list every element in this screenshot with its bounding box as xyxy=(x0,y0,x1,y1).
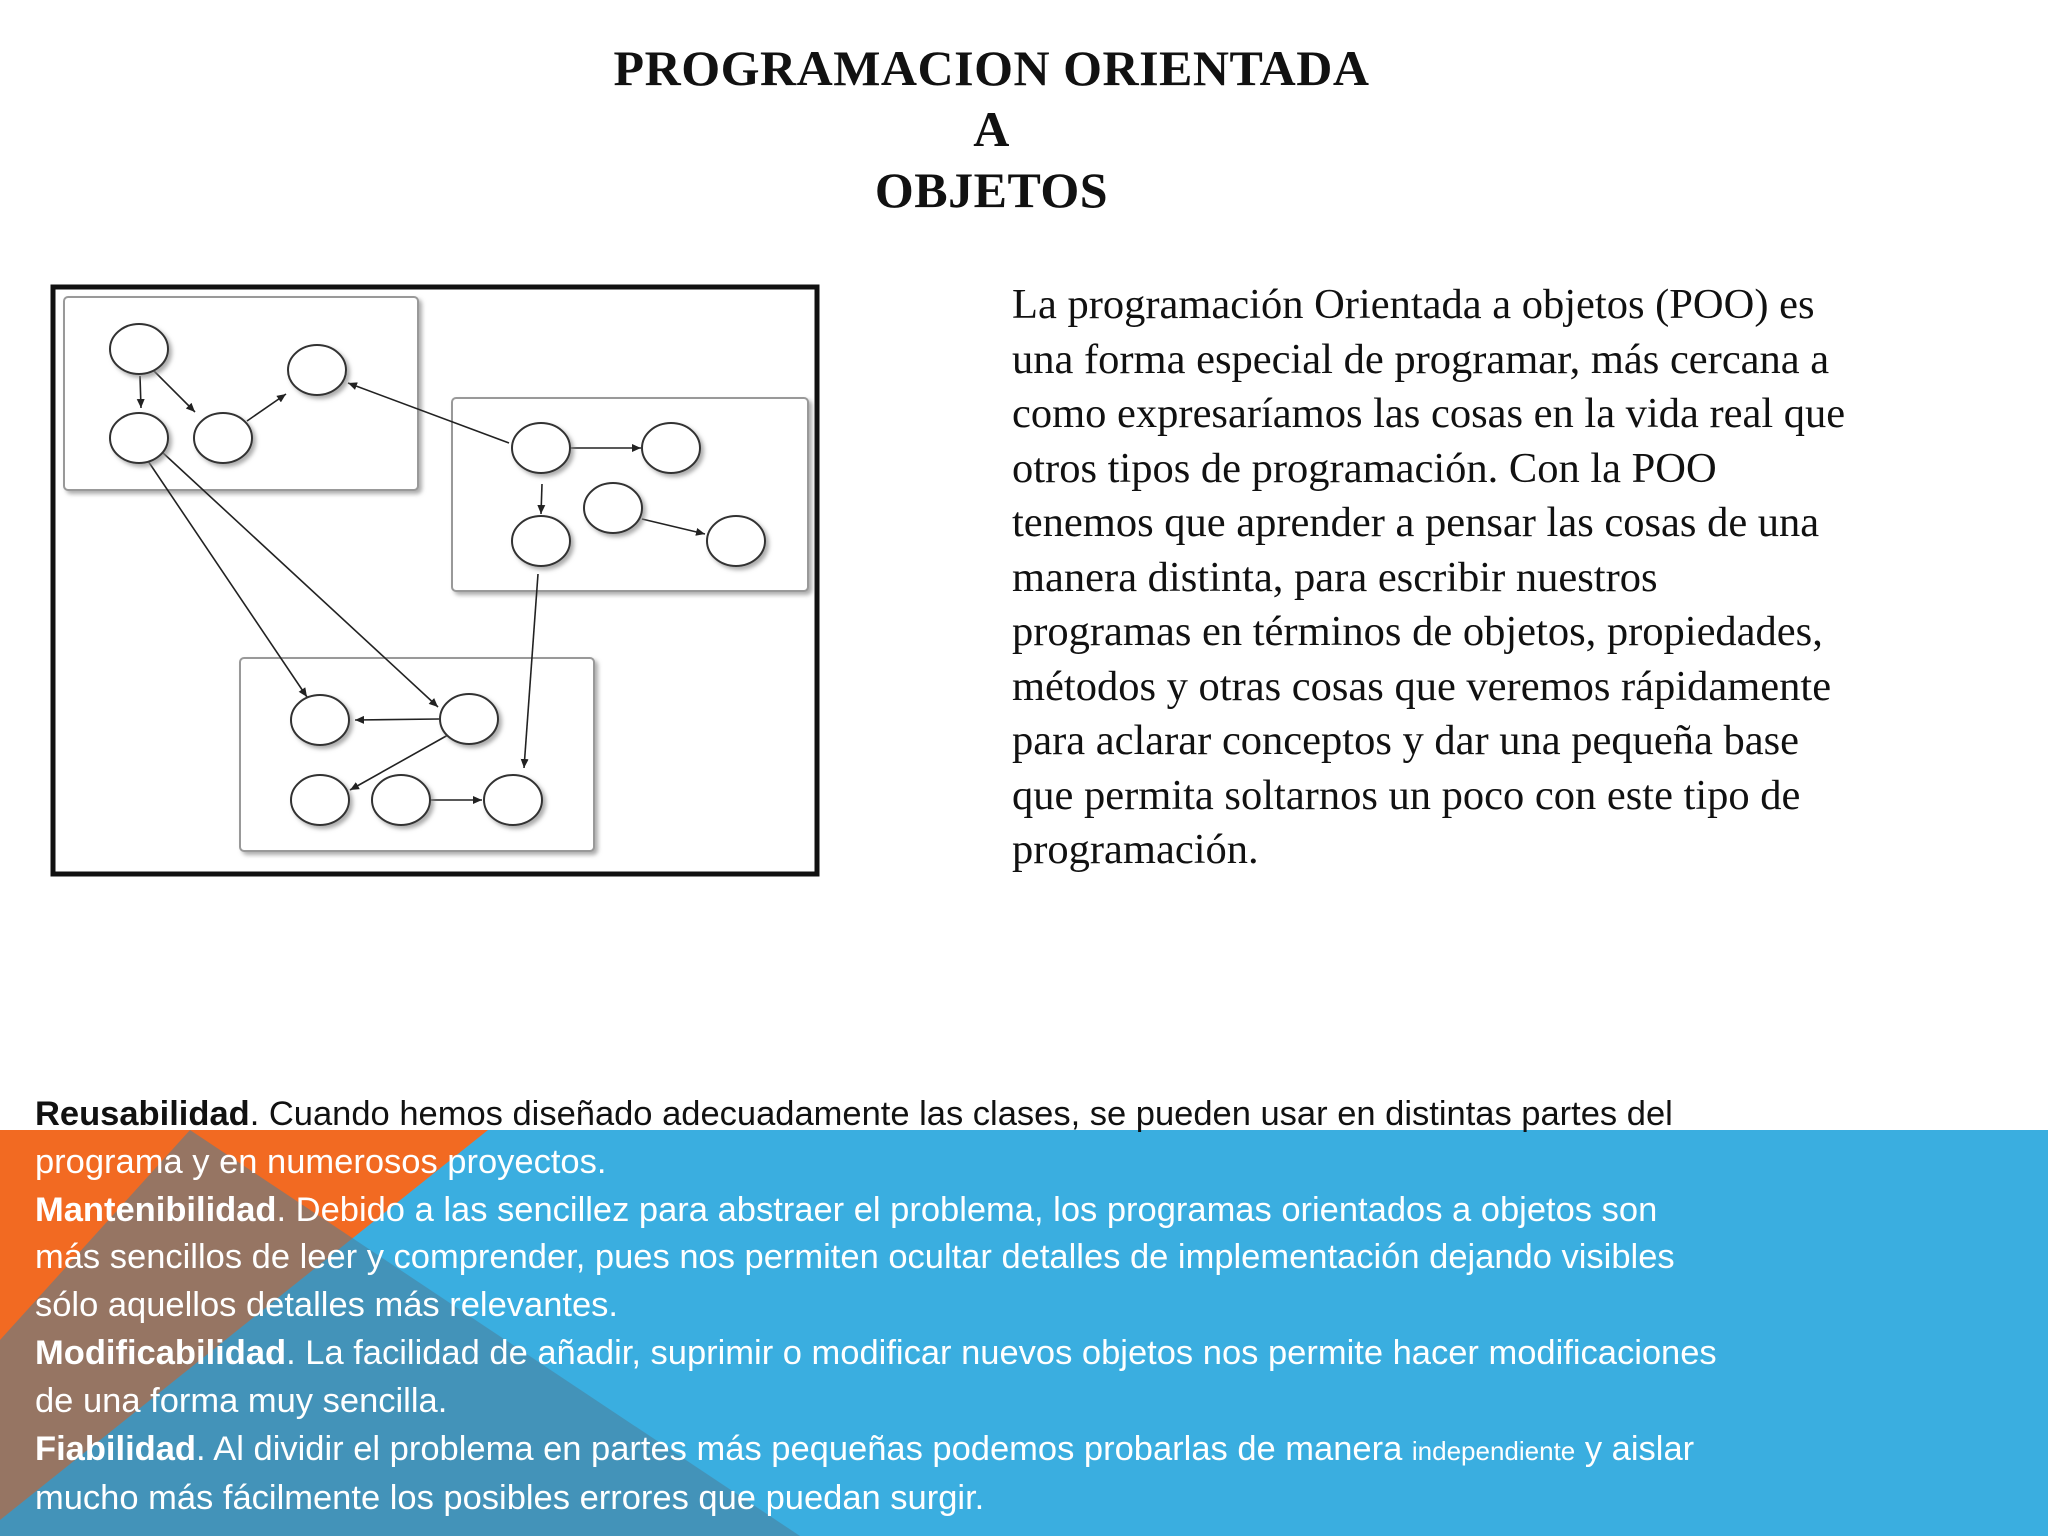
intro-paragraph xyxy=(1012,278,2022,878)
feature-text: . La facilidad de añadir, suprimir o modificar nuevos objetos nos permite hacer modificaciones xyxy=(286,1333,1717,1372)
intro-line: programas en términos de objetos, propiedades, xyxy=(1012,608,1823,655)
feature-modificabilidad xyxy=(35,1330,2035,1378)
object-node xyxy=(110,324,168,374)
object-node xyxy=(642,423,700,473)
intro-line: programación. xyxy=(1012,826,1259,873)
intro-line: otros tipos de programación. Con la POO xyxy=(1012,444,1717,492)
feature-term: Reusabilidad xyxy=(35,1095,250,1133)
feature-text-line: de una forma muy sencilla. xyxy=(35,1381,448,1420)
object-node xyxy=(512,516,570,566)
benefits-list xyxy=(35,1091,2035,1523)
intro-line: para aclarar conceptos y dar una pequeña base xyxy=(1012,717,1799,764)
object-node xyxy=(291,695,349,745)
intro-line: que permita soltarnos un poco con este tipo de xyxy=(1012,771,1801,819)
object-node xyxy=(194,413,252,463)
intro-line: una forma especial de programar, más cercana a xyxy=(1012,335,1830,383)
intro-line: manera distinta, para escribir nuestros xyxy=(1012,553,1658,601)
feature-term: Mantenibilidad xyxy=(35,1190,277,1229)
feature-fiabilidad xyxy=(35,1426,2035,1476)
object-node xyxy=(440,694,498,744)
object-node xyxy=(484,775,542,825)
object-node xyxy=(291,775,349,825)
object-node xyxy=(707,516,765,566)
feature-term: Modificabilidad xyxy=(35,1333,287,1372)
feature-mantenibilidad xyxy=(35,1187,2035,1235)
title-line: OBJETOS xyxy=(874,162,1109,218)
intro-line: métodos y otras cosas que veremos rápidamente xyxy=(1012,662,1832,710)
intro-line: como expresaríamos las cosas en la vida real que xyxy=(1012,390,1846,437)
title-line: PROGRAMACION ORIENTADA xyxy=(613,40,1370,96)
feature-text-line: más sencillos de leer y comprender, pues nos permiten ocultar detalles de implementación dejando visibles xyxy=(35,1238,1675,1277)
object-node xyxy=(372,775,430,825)
feature-text: y aislar xyxy=(1575,1429,1695,1468)
title-line: A xyxy=(973,101,1010,157)
object-node xyxy=(512,423,570,473)
intro-line: La programación Orientada a objetos (POO) es xyxy=(1012,281,1815,328)
feature-term: Fiabilidad xyxy=(35,1429,197,1468)
feature-text-small: independiente xyxy=(1411,1435,1576,1466)
object-group-box xyxy=(64,297,418,490)
object-node xyxy=(288,345,346,395)
feature-reusabilidad xyxy=(35,1091,2035,1139)
intro-line: tenemos que aprender a pensar las cosas de una xyxy=(1012,499,1820,546)
feature-text: . Cuando hemos diseñado adecuadamente las clases, se pueden usar en distintas partes del xyxy=(249,1095,1673,1133)
feature-text-line: programa y en numerosos proyectos. xyxy=(35,1142,607,1181)
object-node xyxy=(584,483,642,533)
feature-text-line: sólo aquellos detalles más relevantes. xyxy=(35,1286,618,1325)
object-node xyxy=(110,413,168,463)
feature-text-line: mucho más fácilmente los posibles errores que puedan surgir. xyxy=(35,1479,985,1518)
feature-text: . Al dividir el problema en partes más pequeñas podemos probarlas de manera xyxy=(196,1429,1412,1468)
object-graph-diagram xyxy=(50,284,820,877)
slide-title xyxy=(0,38,1983,221)
feature-text: . Debido a las sencillez para abstraer el problema, los programas orientados a objetos son xyxy=(276,1190,1658,1229)
